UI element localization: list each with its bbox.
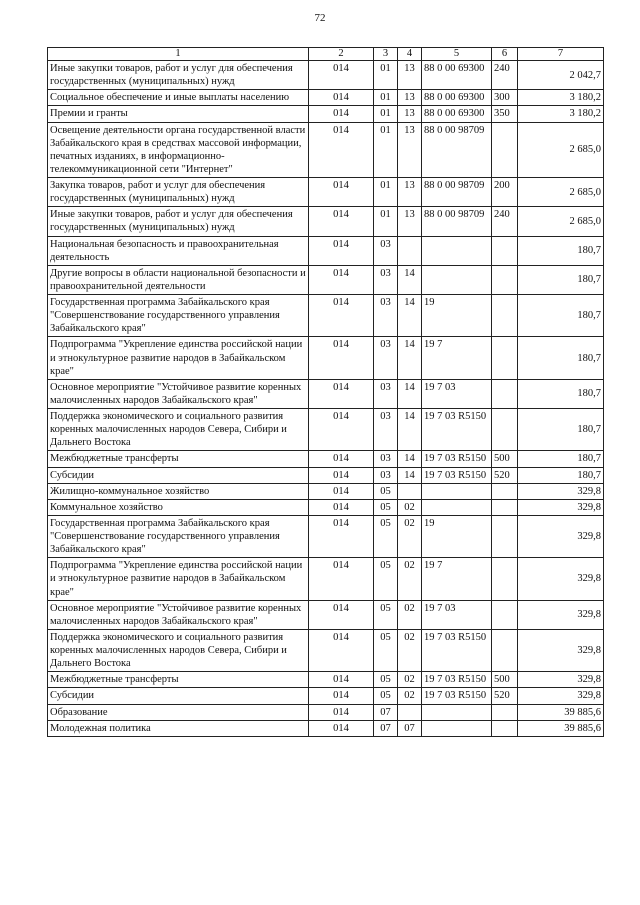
subsection-cell: 02 [398, 499, 422, 515]
admin-code-cell: 014 [309, 558, 374, 600]
row-name-cell: Поддержка экономического и социального развития коренных малочисленных народов Севера, Сибири и Дальнего Востока [48, 409, 309, 451]
expense-type-cell [492, 483, 518, 499]
table-row [48, 672, 604, 688]
admin-code-cell: 014 [309, 467, 374, 483]
table-row [48, 409, 604, 451]
expense-type-cell: 500 [492, 451, 518, 467]
row-name-cell: Государственная программа Забайкальского края "Совершенствование государственного управления Забайкальского края" [48, 515, 309, 557]
amount-cell: 180,7 [518, 467, 604, 483]
amount-cell: 2 685,0 [518, 122, 604, 178]
amount-cell: 180,7 [518, 409, 604, 451]
target-article-cell: 88 0 00 98709 [422, 122, 492, 178]
expense-type-cell [492, 295, 518, 337]
amount-cell: 329,8 [518, 688, 604, 704]
table-row [48, 61, 604, 90]
expense-type-cell: 240 [492, 61, 518, 90]
subsection-cell [398, 236, 422, 265]
table-row [48, 483, 604, 499]
admin-code-cell: 014 [309, 90, 374, 106]
subsection-cell: 14 [398, 265, 422, 294]
amount-cell: 329,8 [518, 629, 604, 671]
section-cell: 05 [374, 672, 398, 688]
admin-code-cell: 014 [309, 629, 374, 671]
section-cell: 03 [374, 295, 398, 337]
amount-cell: 180,7 [518, 451, 604, 467]
amount-cell: 2 042,7 [518, 61, 604, 90]
amount-cell: 180,7 [518, 236, 604, 265]
header-cell: 2 [309, 48, 374, 61]
subsection-cell: 02 [398, 600, 422, 629]
target-article-cell: 88 0 00 69300 [422, 61, 492, 90]
admin-code-cell: 014 [309, 207, 374, 236]
subsection-cell: 14 [398, 467, 422, 483]
section-cell: 07 [374, 704, 398, 720]
target-article-cell: 19 7 03 R5150 [422, 672, 492, 688]
table-row [48, 295, 604, 337]
expense-type-cell [492, 515, 518, 557]
subsection-cell: 13 [398, 122, 422, 178]
expense-type-cell: 350 [492, 106, 518, 122]
target-article-cell: 19 7 03 R5150 [422, 629, 492, 671]
expense-type-cell [492, 409, 518, 451]
admin-code-cell: 014 [309, 483, 374, 499]
subsection-cell: 13 [398, 178, 422, 207]
admin-code-cell: 014 [309, 379, 374, 408]
table-row [48, 704, 604, 720]
target-article-cell: 19 [422, 295, 492, 337]
target-article-cell [422, 720, 492, 736]
header-cell: 5 [422, 48, 492, 61]
row-name-cell: Молодежная политика [48, 720, 309, 736]
subsection-cell: 14 [398, 409, 422, 451]
subsection-cell: 02 [398, 672, 422, 688]
subsection-cell: 14 [398, 451, 422, 467]
row-name-cell: Иные закупки товаров, работ и услуг для обеспечения государственных (муниципальных) нужд [48, 61, 309, 90]
amount-cell: 180,7 [518, 337, 604, 379]
admin-code-cell: 014 [309, 122, 374, 178]
header-cell: 3 [374, 48, 398, 61]
section-cell: 03 [374, 409, 398, 451]
section-cell: 01 [374, 178, 398, 207]
subsection-cell: 14 [398, 295, 422, 337]
section-cell: 07 [374, 720, 398, 736]
section-cell: 05 [374, 629, 398, 671]
admin-code-cell: 014 [309, 61, 374, 90]
subsection-cell: 13 [398, 61, 422, 90]
section-cell: 05 [374, 600, 398, 629]
amount-cell: 329,8 [518, 600, 604, 629]
expense-type-cell [492, 704, 518, 720]
admin-code-cell: 014 [309, 672, 374, 688]
admin-code-cell: 014 [309, 106, 374, 122]
subsection-cell [398, 704, 422, 720]
row-name-cell: Поддержка экономического и социального развития коренных малочисленных народов Севера, Сибири и Дальнего Востока [48, 629, 309, 671]
section-cell: 03 [374, 337, 398, 379]
header-cell: 1 [48, 48, 309, 61]
amount-cell: 329,8 [518, 483, 604, 499]
target-article-cell [422, 483, 492, 499]
row-name-cell: Основное мероприятие "Устойчивое развитие коренных малочисленных народов Забайкальского края" [48, 600, 309, 629]
target-article-cell: 88 0 00 98709 [422, 178, 492, 207]
table-row [48, 467, 604, 483]
admin-code-cell: 014 [309, 515, 374, 557]
amount-cell: 180,7 [518, 265, 604, 294]
admin-code-cell: 014 [309, 337, 374, 379]
table-body [48, 61, 604, 737]
subsection-cell: 13 [398, 106, 422, 122]
admin-code-cell: 014 [309, 295, 374, 337]
target-article-cell [422, 265, 492, 294]
row-name-cell: Государственная программа Забайкальского края "Совершенствование государственного управления Забайкальского края" [48, 295, 309, 337]
table-row [48, 629, 604, 671]
section-cell: 01 [374, 106, 398, 122]
amount-cell: 39 885,6 [518, 720, 604, 736]
amount-cell: 39 885,6 [518, 704, 604, 720]
table-row [48, 451, 604, 467]
target-article-cell [422, 499, 492, 515]
subsection-cell: 13 [398, 207, 422, 236]
table-row [48, 236, 604, 265]
expense-type-cell [492, 265, 518, 294]
expense-type-cell: 520 [492, 688, 518, 704]
amount-cell: 329,8 [518, 558, 604, 600]
section-cell: 01 [374, 122, 398, 178]
subsection-cell: 13 [398, 90, 422, 106]
amount-cell: 3 180,2 [518, 106, 604, 122]
table-row [48, 106, 604, 122]
admin-code-cell: 014 [309, 720, 374, 736]
subsection-cell: 02 [398, 558, 422, 600]
row-name-cell: Субсидии [48, 467, 309, 483]
subsection-cell [398, 483, 422, 499]
section-cell: 05 [374, 483, 398, 499]
expense-type-cell [492, 558, 518, 600]
admin-code-cell: 014 [309, 688, 374, 704]
expense-type-cell [492, 379, 518, 408]
table-header-row [48, 48, 604, 61]
table-row [48, 122, 604, 178]
target-article-cell: 19 [422, 515, 492, 557]
expense-type-cell [492, 720, 518, 736]
amount-cell: 180,7 [518, 379, 604, 408]
section-cell: 05 [374, 558, 398, 600]
row-name-cell: Коммунальное хозяйство [48, 499, 309, 515]
admin-code-cell: 014 [309, 600, 374, 629]
section-cell: 05 [374, 515, 398, 557]
table-row [48, 90, 604, 106]
admin-code-cell: 014 [309, 451, 374, 467]
row-name-cell: Освещение деятельности органа государственной власти Забайкальского края в средствах массовой информации, печатных изданиях, в информационно-телекоммуникационной сети "Интернет" [48, 122, 309, 178]
row-name-cell: Межбюджетные трансферты [48, 672, 309, 688]
expense-type-cell [492, 337, 518, 379]
section-cell: 03 [374, 451, 398, 467]
section-cell: 03 [374, 379, 398, 408]
section-cell: 03 [374, 265, 398, 294]
target-article-cell: 19 7 [422, 558, 492, 600]
subsection-cell: 02 [398, 688, 422, 704]
row-name-cell: Социальное обеспечение и иные выплаты населению [48, 90, 309, 106]
table-row [48, 178, 604, 207]
expense-type-cell [492, 122, 518, 178]
admin-code-cell: 014 [309, 265, 374, 294]
row-name-cell: Межбюджетные трансферты [48, 451, 309, 467]
section-cell: 01 [374, 61, 398, 90]
header-cell: 6 [492, 48, 518, 61]
expense-type-cell [492, 600, 518, 629]
expense-type-cell [492, 236, 518, 265]
table-row [48, 379, 604, 408]
table-row [48, 337, 604, 379]
target-article-cell: 19 7 03 [422, 600, 492, 629]
row-name-cell: Закупка товаров, работ и услуг для обеспечения государственных (муниципальных) нужд [48, 178, 309, 207]
subsection-cell: 02 [398, 629, 422, 671]
amount-cell: 180,7 [518, 295, 604, 337]
table-row [48, 558, 604, 600]
target-article-cell: 19 7 03 R5150 [422, 451, 492, 467]
amount-cell: 329,8 [518, 672, 604, 688]
header-cell: 4 [398, 48, 422, 61]
target-article-cell: 88 0 00 69300 [422, 106, 492, 122]
amount-cell: 329,8 [518, 499, 604, 515]
amount-cell: 329,8 [518, 515, 604, 557]
target-article-cell [422, 704, 492, 720]
table-row [48, 515, 604, 557]
target-article-cell: 19 7 03 R5150 [422, 688, 492, 704]
expense-type-cell: 200 [492, 178, 518, 207]
admin-code-cell: 014 [309, 236, 374, 265]
row-name-cell: Подпрограмма "Укрепление единства российской нации и этнокультурное развитие народов в Забайкальском крае" [48, 337, 309, 379]
target-article-cell: 88 0 00 98709 [422, 207, 492, 236]
section-cell: 01 [374, 207, 398, 236]
admin-code-cell: 014 [309, 499, 374, 515]
target-article-cell: 19 7 03 R5150 [422, 467, 492, 483]
admin-code-cell: 014 [309, 704, 374, 720]
admin-code-cell: 014 [309, 178, 374, 207]
row-name-cell: Национальная безопасность и правоохранительная деятельность [48, 236, 309, 265]
table-row [48, 265, 604, 294]
row-name-cell: Основное мероприятие "Устойчивое развитие коренных малочисленных народов Забайкальского края" [48, 379, 309, 408]
subsection-cell: 14 [398, 337, 422, 379]
section-cell: 03 [374, 236, 398, 265]
page-number: 72 [314, 12, 326, 24]
target-article-cell: 19 7 [422, 337, 492, 379]
target-article-cell: 19 7 03 R5150 [422, 409, 492, 451]
row-name-cell: Премии и гранты [48, 106, 309, 122]
row-name-cell: Подпрограмма "Укрепление единства российской нации и этнокультурное развитие народов в Забайкальском крае" [48, 558, 309, 600]
section-cell: 03 [374, 467, 398, 483]
row-name-cell: Иные закупки товаров, работ и услуг для обеспечения государственных (муниципальных) нужд [48, 207, 309, 236]
target-article-cell [422, 236, 492, 265]
table-row [48, 207, 604, 236]
row-name-cell: Образование [48, 704, 309, 720]
amount-cell: 2 685,0 [518, 207, 604, 236]
expense-type-cell [492, 499, 518, 515]
table-row [48, 600, 604, 629]
target-article-cell: 88 0 00 69300 [422, 90, 492, 106]
expense-type-cell [492, 629, 518, 671]
table-row [48, 499, 604, 515]
header-cell: 7 [518, 48, 604, 61]
table-row [48, 720, 604, 736]
expense-type-cell: 520 [492, 467, 518, 483]
expense-type-cell: 300 [492, 90, 518, 106]
section-cell: 05 [374, 499, 398, 515]
row-name-cell: Субсидии [48, 688, 309, 704]
row-name-cell: Жилищно-коммунальное хозяйство [48, 483, 309, 499]
section-cell: 01 [374, 90, 398, 106]
subsection-cell: 07 [398, 720, 422, 736]
amount-cell: 3 180,2 [518, 90, 604, 106]
amount-cell: 2 685,0 [518, 178, 604, 207]
section-cell: 05 [374, 688, 398, 704]
subsection-cell: 14 [398, 379, 422, 408]
table-row [48, 688, 604, 704]
subsection-cell: 02 [398, 515, 422, 557]
target-article-cell: 19 7 03 [422, 379, 492, 408]
expense-type-cell: 240 [492, 207, 518, 236]
admin-code-cell: 014 [309, 409, 374, 451]
row-name-cell: Другие вопросы в области национальной безопасности и правоохранительной деятельности [48, 265, 309, 294]
budget-table [47, 47, 604, 737]
expense-type-cell: 500 [492, 672, 518, 688]
